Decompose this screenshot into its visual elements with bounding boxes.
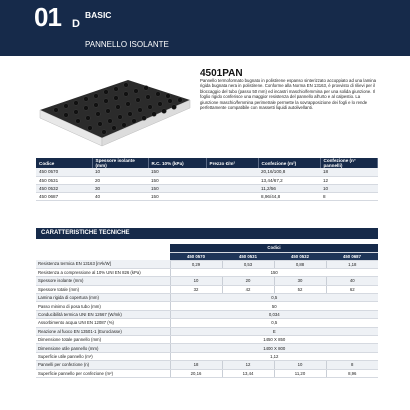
cell: 1450 X 850 [170,336,378,344]
cell: 8,96/44,8 [258,192,320,200]
cell [206,192,258,200]
table-row [36,168,378,176]
cell [206,184,258,192]
table-row [36,176,378,184]
table-row [36,310,378,318]
code-cell: 450 0531 [222,252,274,260]
cell: 30 [274,277,326,285]
cell: 10 [320,184,378,192]
cell: 450 0570 [36,168,92,176]
table-row [36,336,378,344]
cell: 8,96 [326,369,378,377]
table-row [36,319,378,327]
row-label: Lamina rigida di copertura (mm) [36,294,170,302]
cell: 150 [148,168,206,176]
cell: 10 [274,361,326,369]
codes-header-row [36,244,378,252]
section-code-suffix: D [72,18,80,30]
row-label: Dimensione totale pannello (mm) [36,336,170,344]
cell: 1400 X 800 [170,344,378,352]
col-header: Confezione (n° pannelli) [320,158,378,168]
row-label: Spessore isolante (mm) [36,277,170,285]
cell: 13,44 [222,369,274,377]
cell: 150 [170,268,378,276]
tech-table [36,244,378,378]
col-header: Confezione (m²) [258,158,320,168]
row-label: Resistenza termica EN 13163 [m²k/W] [36,260,170,268]
codes-label: Codici [170,244,378,252]
col-header: Prezzo €/m² [206,158,258,168]
cell: 450 0687 [36,192,92,200]
cell: 8 [326,361,378,369]
tech-section-bar [36,228,378,239]
cell [206,168,258,176]
row-label: Assorbimento acqua UNI EN 12087 (%) [36,319,170,327]
table-row [36,302,378,310]
cell: 40 [92,192,148,200]
row-label: Dimensione utile pannello (mm) [36,344,170,352]
code-cell: 450 0532 [274,252,326,260]
cell: 450 0531 [36,176,92,184]
row-label: Superficie pannello per confezione (m²) [36,369,170,377]
section-code: 01 [34,2,61,32]
page-header [0,0,410,56]
table-row [36,285,378,293]
cell: 0,53 [222,260,274,268]
table-row [36,352,378,360]
product-type-label: PANNELLO ISOLANTE [85,40,169,49]
cell: 42 [222,285,274,293]
cell: 0,88 [274,260,326,268]
cell: 450 0532 [36,184,92,192]
cell: 150 [148,176,206,184]
cell: 52 [274,285,326,293]
row-label: Pannelli per confezione (n) [36,361,170,369]
cell: 12 [320,176,378,184]
cell: 32 [170,285,222,293]
cell: 11,20 [274,369,326,377]
cell: 30 [92,184,148,192]
cell: 12 [222,361,274,369]
cell: 20,16/100,8 [258,168,320,176]
cell: 0,034 [170,310,378,318]
code-cell: 450 0687 [326,252,378,260]
tech-section-title: CARATTERISTICHE TECNICHE [41,230,130,236]
col-header: Codice [36,158,92,168]
table-row [36,369,378,377]
cell: 20,16 [170,369,222,377]
cell: 150 [148,192,206,200]
cell: 10 [170,277,222,285]
table-row [36,361,378,369]
cell: 50 [170,302,378,310]
row-label: Spessore totale (mm) [36,285,170,293]
col-header: R.C. 10% (kPa) [148,158,206,168]
series-label: BASIC [85,10,112,20]
table-row [36,327,378,335]
table-row [36,184,378,192]
cell: 10 [92,168,148,176]
cell: 0,5 [170,294,378,302]
codes-row [36,252,378,260]
row-label: Reazione al fuoco EN 13501-1 (Euroclasse) [36,327,170,335]
table-row [36,294,378,302]
cell: 150 [148,184,206,192]
cell: 18 [170,361,222,369]
code-cell: 450 0570 [170,252,222,260]
product-description: Pannello termoformato bugnato in polistirene espanso sinterizzato accoppiato ad una lamina rigida bugnata nera in polistirene. Conforme alla Norma EN 13163, è provvisto di rilievi per il bloccaggio del tubo (passo 50 mm) ed incastri maschio/femmina per una solida giunzione. Il foglio rigido conferisce una maggior resistenza del pannello all'urto e al calpestio. La giunzione maschio/femmina perimetrale permette la sovrapposizione dei fogli e lo rende perfettamente compatibile con massetti liquidi autolivellanti. [200,78,377,111]
row-label: Superficie utile pannello (m²) [36,352,170,360]
cell: 40 [326,277,378,285]
product-panel-image [36,66,194,148]
row-label: Passo minimo di posa tubo (mm) [36,302,170,310]
cell: 0,5 [170,319,378,327]
table-row [36,268,378,276]
cell: E [170,327,378,335]
cell: 20 [92,176,148,184]
cell: 11,2/56 [258,184,320,192]
cell: 18 [320,168,378,176]
cell: 62 [326,285,378,293]
col-header: Spessore isolante (mm) [92,158,148,168]
row-label: Conducibilità termica UNI EN 12667 (W/mk) [36,310,170,318]
cell: 1,18 [326,260,378,268]
cell: 0,29 [170,260,222,268]
order-table [36,158,378,201]
order-table-header [36,158,378,168]
row-label: Resistenza a compressione al 10% UNI EN 826 (kPa) [36,268,170,276]
cell [206,176,258,184]
table-row [36,344,378,352]
cell: 1,12 [170,352,378,360]
table-row [36,277,378,285]
cell: 20 [222,277,274,285]
table-row [36,260,378,268]
product-code: 4501PAN [200,68,243,79]
table-row [36,192,378,200]
cell: 8 [320,192,378,200]
cell: 13,44/67,2 [258,176,320,184]
